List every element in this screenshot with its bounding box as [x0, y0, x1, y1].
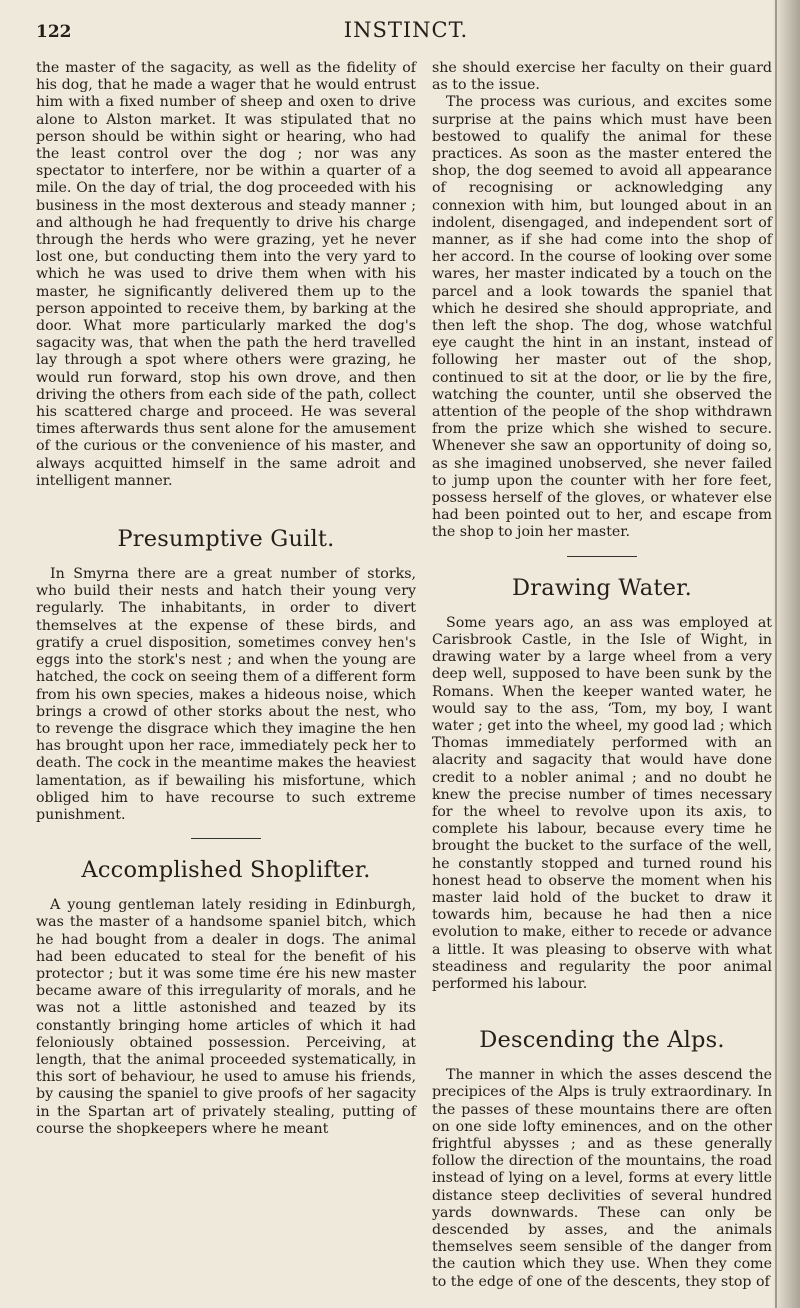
accomplished-shoplifter-body: A young gentleman lately residing in Edinburgh, was the master of a handsome spaniel bitch, which he had bought from a dealer in dogs. The animal had been educated to steal for the benefit of his protector ; but it was some time ére his new master became aware of this irregularity of morals, and he was not a little astonished and teazed by its constantly bringing home articles of which it had feloniously obtained possession. Perceiving, at length, that the animal proceeded systematically, in this sort of behaviour, he used to amuse his friends, by causing the spaniel to give proofs of her sagacity in the Spartan art of privately stealing, putting of course the shopkeepers where he meant — [36, 897, 416, 1137]
drawing-water-body: Some years ago, an ass was employed at Carisbrook Castle, in the Isle of Wight, in drawing water by a large wheel from a very deep well, supposed to have been sunk by the Romans. When the keeper wanted water, he would say to the ass, ‘Tom, my boy, I want water ; get into the wheel, my good lad ; which Thomas immediately performed with an alacrity and sagacity that would have done credit to a nobler animal ; and no doubt he knew the precise number of times necessary for the wheel to revolve upon its axis, to complete his labour, because every time he brought the bucket to the surface of the well, he constantly stopped and turned round his honest head to observe the moment when his master laid hold of the bucket to draw it towards him, because he had then a nice evolution to make, either to recede or advance a little. It was pleasing to observe with what steadiness and regularity the poor animal performed his labour. — [432, 614, 772, 992]
section-divider — [191, 838, 261, 839]
section-title-descending-alps: Descending the Alps. — [479, 1027, 725, 1054]
left-column — [36, 60, 416, 1138]
section-title-presumptive-guilt: Presumptive Guilt. — [117, 526, 335, 553]
dog-wager-paragraph: the master of the sagacity, as well as the fidelity of his dog, that he made a wager that he would entrust him with a fixed number of sheep and oxen to drive alone to Alston market. It was stipulated that no person should be within sight or hearing, who had the least control over the dog ; nor was any spectator to interfere, nor be within a quarter of a mile. On the day of trial, the dog proceeded with his business in the most dexterous and steady manner ; and although he had frequently to drive his charge through the herds who were grazing, yet he never lost one, but conducting them into the very yard to which he was used to drive them when with his master, he significantly delivered them up to the person appointed to receive them, by barking at the door. What more particularly marked the dog's sagacity was, that when the path the herd travelled lay through a spot where others were grazing, he would run forward, stop his own drove, and then driving the others from each side of the path, collect his scattered charge and proceed. He was several times afterwards thus sent alone for the amusement of the curious or the convenience of his master, and always acquitted himself in the same adroit and intelligent manner. — [36, 60, 416, 489]
section-divider — [567, 556, 637, 557]
section-title-accomplished-shoplifter: Accomplished Shoplifter. — [81, 857, 371, 884]
page-number: 122 — [36, 22, 72, 42]
section-title-drawing-water: Drawing Water. — [512, 574, 692, 601]
right-column — [432, 60, 772, 1291]
presumptive-guilt-body: In Smyrna there are a great number of storks, who build their nests and hatch their young very regularly. The inhabitants, in order to divert themselves at the expense of these birds, and gratify a cruel disposition, sometimes convey hen's eggs into the stork's nest ; and when the young are hatched, the cock on seeing them of a different form from his own species, makes a hideous noise, which brings a crowd of other storks about the nest, who to revenge the disgrace which they imagine the hen has brought upon her race, immediately peck her to death. The cock in the meantime makes the heaviest lamentation, as if bewailing his misfortune, which obliged him to have recourse to such extreme punishment. — [36, 566, 416, 823]
shoplifter-continuation-body: The process was curious, and excites some surprise at the pains which must have been bestowed to qualify the animal for these practices. As soon as the master entered the shop, the dog seemed to avoid all appearance of recognising or acknowledging any connexion with him, but lounged about in an indolent, disengaged, and independent sort of manner, as if she had come into the shop of her accord. In the course of looking over some wares, her master indicated by a touch on the parcel and a look towards the spaniel that which he desired she should appropriate, and then left the shop. The dog, whose watchful eye caught the hint in an instant, instead of following her master out of the shop, continued to sit at the door, or lie by the fire, watching the counter, until she observed the attention of the people of the shop withdrawn from the prize which she wished to secure. Whenever she saw an opportunity of doing so, as she imagined unobserved, she never failed to jump upon the counter with her fore feet, possess herself of the gloves, or whatever else had been pointed out to her, and escape from the shop to join her master. — [432, 94, 772, 541]
running-title: INSTINCT. — [343, 18, 469, 42]
page-header — [36, 10, 776, 50]
descending-alps-body: The manner in which the asses descend the precipices of the Alps is truly extraordinary. In the passes of these mountains there are often on one side lofty eminences, and on the other frightful abysses ; and as these generally follow the direction of the mountains, the road instead of lying on a level, forms at every little distance steep declivities of several hundred yards downwards. These can only be descended by asses, and the animals themselves seem sensible of the danger from the caution which they use. When they come to the edge of one of the descents, they stop of — [432, 1067, 772, 1290]
shoplifter-continuation-lead: she should exercise her faculty on their guard as to the issue. — [432, 60, 772, 94]
page-gutter-shadow — [772, 0, 800, 1308]
